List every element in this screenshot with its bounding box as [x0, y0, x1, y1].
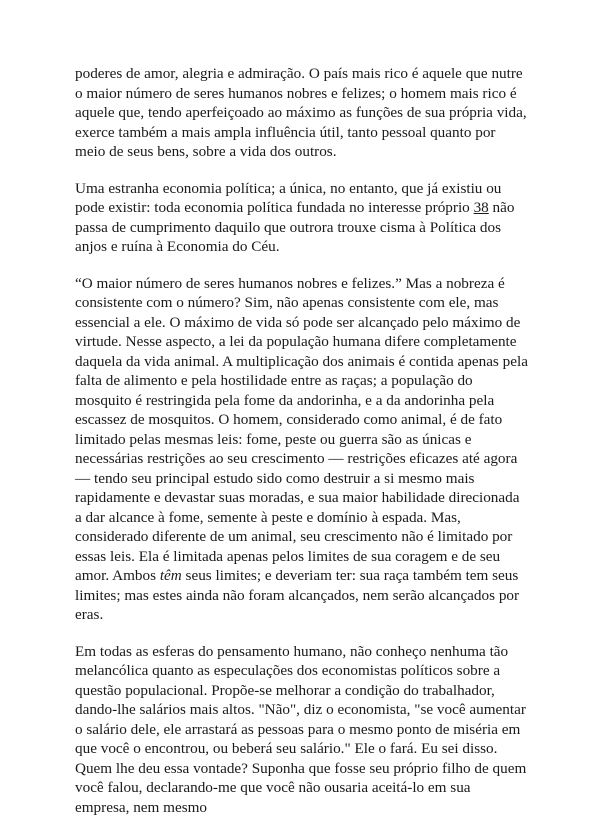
- paragraph-3-text-after: seus limites; e deveriam ter: sua raça também tem seus limites; mas estes ainda não foram alcançados, nem serão alcançados por eras.: [75, 567, 519, 623]
- paragraph-3-text-before: “O maior número de seres humanos nobres e felizes.” Mas a nobreza é consistente com o número? Sim, não apenas consistente com ele, mas essencial a ele. O máximo de vida só pode ser alcançado pelo máximo de virtude. Nesse aspecto, a lei da população humana difere completamente daquela da vida animal. A multiplicação dos animais é contida apenas pela falta de alimento e pela hostilidade entre as raças; a população do mosquito é restringida pela fome da andorinha, e a da andorinha pela escassez de mosquitos. O homem, considerado como animal, é de fato limitado pelas mesmas leis: fome, peste ou guerra são as únicas e necessárias restrições ao seu crescimento — restrições eficazes até agora — tendo seu principal estudo sido como destruir a si mesmo mais rapidamente e devastar suas moradas, e sua maior habilidade direcionada a dar alcance à fome, semente à peste e domínio à espada. Mas, considerado diferente de um animal, seu crescimento não é limitado por essas leis. Ela é limitada apenas pelos limites de sua coragem e de seu amor. Ambos: [75, 275, 528, 585]
- paragraph-3-emphasis: têm: [160, 567, 182, 584]
- paragraph-3: [75, 274, 528, 625]
- paragraph-1: poderes de amor, alegria e admiração. O país mais rico é aquele que nutre o maior número de seres humanos nobres e felizes; o homem mais rico é aquele que, tendo aperfeiçoado ao máximo as funções de sua própria vida, exerce também a mais ampla influência útil, tanto pessoal quanto por meio de seus bens, sobre a vida dos outros.: [75, 64, 528, 162]
- paragraph-2-text-before: Uma estranha economia política; a única, no entanto, que já existiu ou pode existir: toda economia política fundada no interesse próprio: [75, 180, 501, 217]
- paragraph-2: [75, 179, 528, 257]
- paragraph-4: Em todas as esferas do pensamento humano, não conheço nenhuma tão melancólica quanto as especulações dos economistas políticos sobre a questão populacional. Propõe-se melhorar a condição do trabalhador, dando-lhe salários mais altos. "Não", diz o economista, "se você aumentar o salário dele, ele arrastará as pessoas para o mesmo ponto de miséria em que você o encontrou, ou beberá seu salário." Ele o fará. Eu sei disso. Quem lhe deu essa vontade? Suponha que fosse seu próprio filho de quem você falou, declarando-me que você não ousaria aceitá-lo em sua empresa, nem mesmo: [75, 642, 528, 817]
- paragraph-2-text-after: não passa de cumprimento daquilo que outrora trouxe cisma à Política dos anjos e ruína à Economia do Céu.: [75, 199, 514, 255]
- footnote-link-38[interactable]: 38: [474, 199, 489, 216]
